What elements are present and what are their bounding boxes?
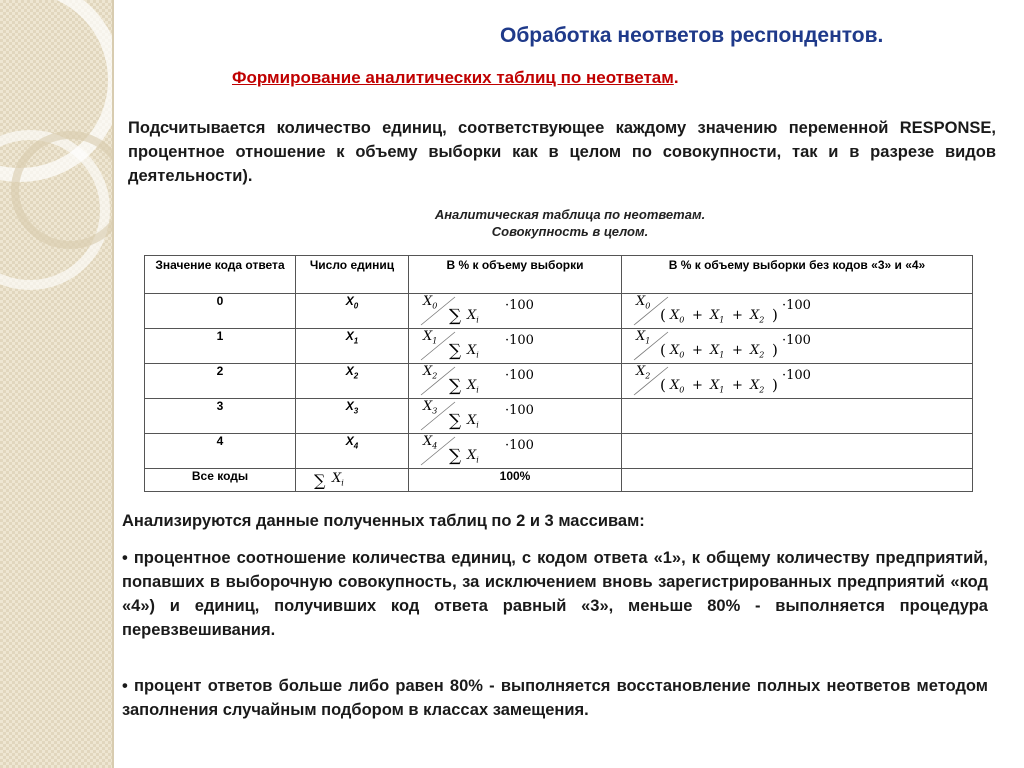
total-sum-cell: [296, 469, 409, 492]
row-percent-formula: $X_4$ ∑ $X_i$ ·100: [409, 434, 622, 469]
table-caption: [300, 206, 840, 240]
row-percent-excl-formula: $X_2$ ( $X_0$ + $X_1$ + $X_2$ ) ·100: [622, 364, 973, 399]
header-percent-total: В % к объему выборки: [409, 256, 622, 294]
header-code: Значение кода ответа: [145, 256, 296, 294]
sum-symbol: ∑: [314, 471, 326, 490]
bullet-item-2: [122, 674, 988, 722]
table-row: [145, 399, 973, 434]
table-row: [145, 434, 973, 469]
row-percent-formula: $X_1$ ∑ $X_i$ ·100: [409, 329, 622, 364]
decorative-left-band: [0, 0, 114, 768]
table-header-row: [145, 256, 973, 294]
row-percent-formula: $X_0$ ∑ $X_i$ ·100: [409, 294, 622, 329]
header-count: Число единиц: [296, 256, 409, 294]
row-count: $X_2$: [296, 364, 409, 399]
row-percent-excl-formula: $X_1$ ( $X_0$ + $X_1$ + $X_2$ ) ·100: [622, 329, 973, 364]
table-caption-line2: Совокупность в целом.: [491, 224, 649, 239]
row-percent-formula: $X_3$ ∑ $X_i$ ·100: [409, 399, 622, 434]
row-code: 0: [145, 294, 296, 329]
row-count: $X_4$: [296, 434, 409, 469]
row-percent-excl-formula: $X_0$ ( $X_0$ + $X_1$ + $X_2$ ) ·100: [622, 294, 973, 329]
table-caption-line1: Аналитическая таблица по неответам.: [434, 207, 706, 222]
table-row: [145, 294, 973, 329]
analytic-table: [144, 255, 973, 492]
table-row: [145, 364, 973, 399]
decorative-circles: [0, 0, 112, 768]
page-title: Обработка неответов респондентов.: [500, 24, 884, 47]
analyze-heading: Анализируются данные полученных таблиц по 2 и 3 массивам:: [122, 512, 645, 530]
row-percent-excl-formula: [622, 434, 973, 469]
total-label: Все коды: [145, 469, 296, 492]
row-count: $X_3$: [296, 399, 409, 434]
intro-paragraph: Подсчитывается количество единиц, соответствующее каждому значению переменной RESPONSE, процентное отношение к объему выборки как в целом по совокупности, так и в разрезе видов деятельности).: [128, 119, 996, 185]
row-code: 2: [145, 364, 296, 399]
row-code: 3: [145, 399, 296, 434]
subtitle-dot: .: [673, 68, 679, 87]
sum-var: $X_i$: [332, 471, 344, 488]
row-percent-excl-formula: [622, 399, 973, 434]
row-code: 4: [145, 434, 296, 469]
subtitle-text: Формирование аналитических таблиц по неответам: [232, 68, 674, 87]
bullet-text-2: процент ответов больше либо равен 80% - выполняется восстановление полных неответов методом заполнения случайным подбором в классах замещения.: [122, 677, 988, 719]
table-row: [145, 329, 973, 364]
bullet-icon: •: [122, 677, 128, 695]
total-percent: 100%: [409, 469, 622, 492]
table-total-row: [145, 469, 973, 492]
row-code: 1: [145, 329, 296, 364]
row-count: $X_1$: [296, 329, 409, 364]
row-percent-formula: $X_2$ ∑ $X_i$ ·100: [409, 364, 622, 399]
page-subtitle: [232, 68, 932, 88]
bullet-text-1: процентное соотношение количества единиц, с кодом ответа «1», к общему количеству предприятий, попавших в выборочную совокупность, за исключением вновь зарегистрированных предприятий «код «4») и единиц, получивших код ответа равный «3», меньше 80% - выполняется процедура перевзвешивания.: [122, 549, 988, 639]
bullet-icon: •: [122, 549, 128, 567]
total-empty-cell: [622, 469, 973, 492]
row-count: $X_0$: [296, 294, 409, 329]
bullet-item-1: [122, 546, 988, 642]
header-percent-excl: В % к объему выборки без кодов «3» и «4»: [622, 256, 973, 294]
